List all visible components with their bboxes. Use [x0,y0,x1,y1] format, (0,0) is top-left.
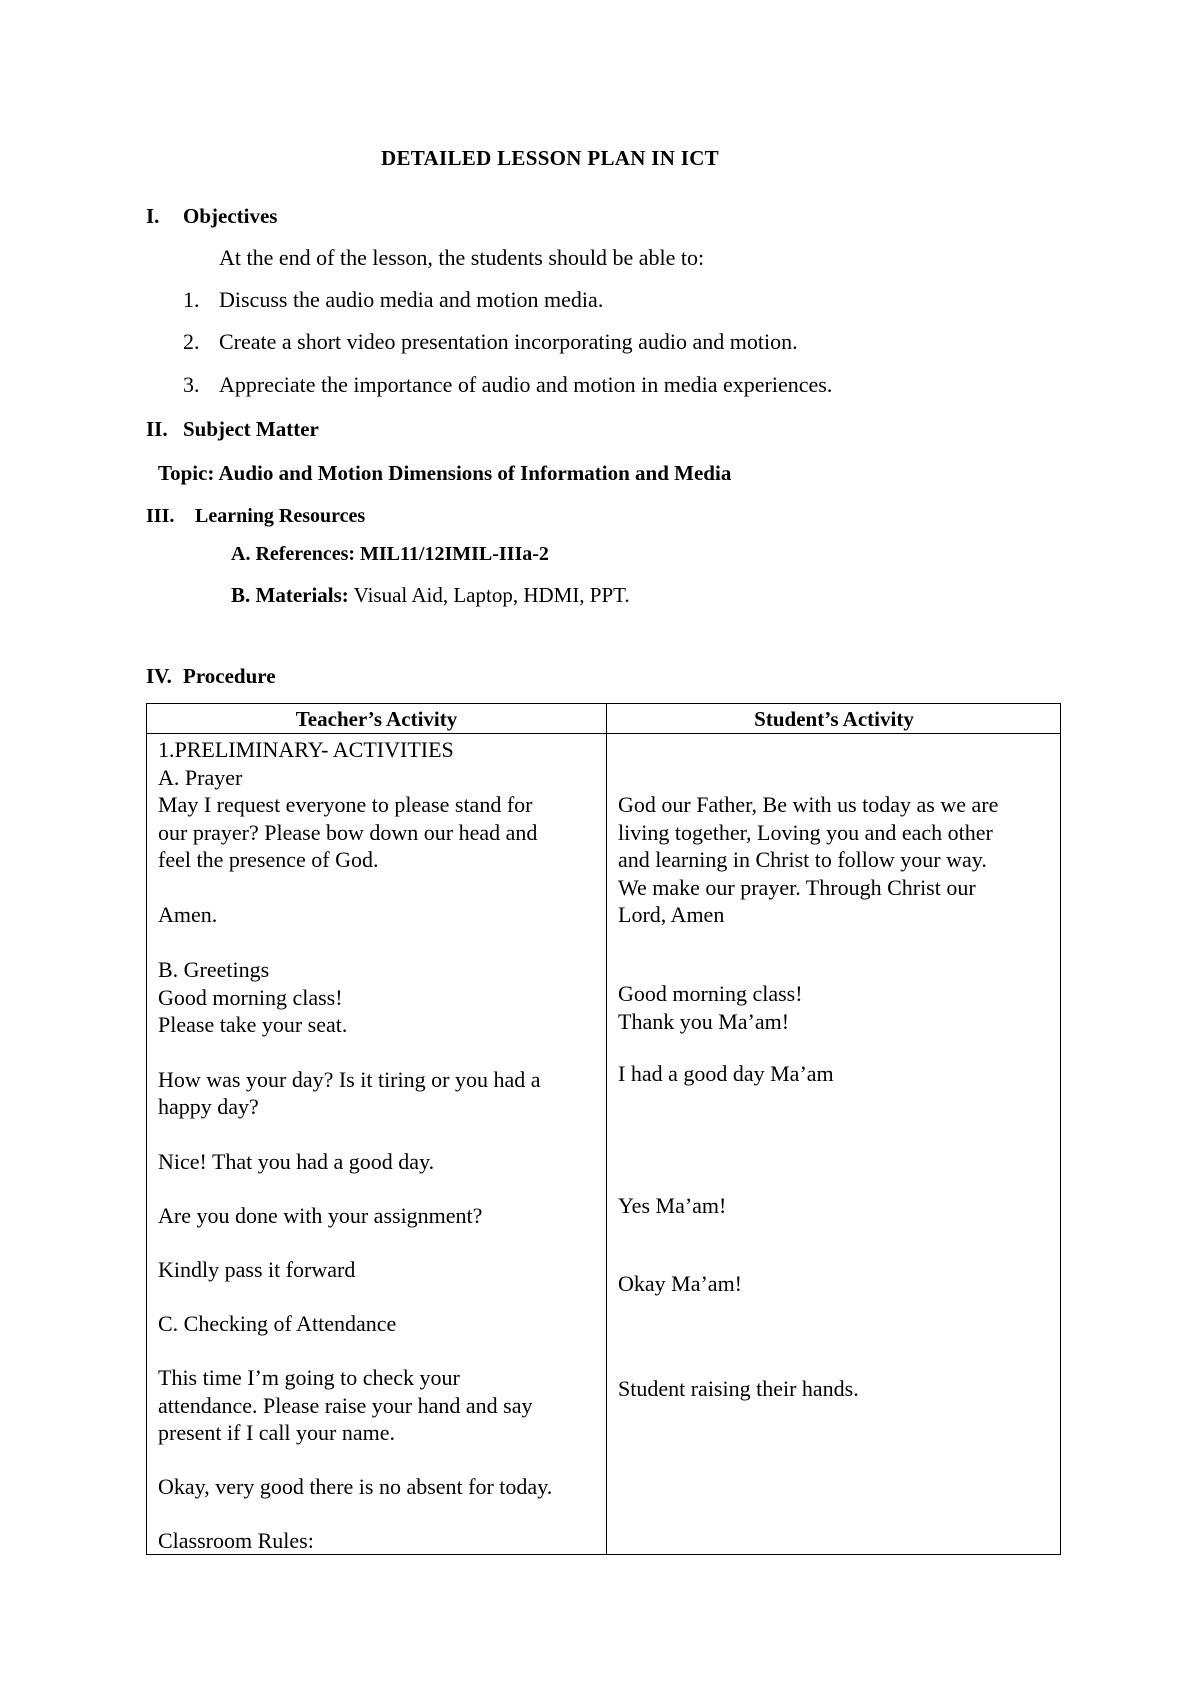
objectives-intro: At the end of the lesson, the students should be able to: [219,245,705,270]
teacher-line: our prayer? Please bow down our head and [158,820,538,845]
materials-line [231,583,630,608]
teacher-line: Amen. [158,902,218,927]
procedure-number: IV. [146,664,172,688]
student-line: Lord, Amen [618,902,725,927]
teacher-line: 1.PRELIMINARY- ACTIVITIES [158,737,454,762]
teacher-line: Nice! That you had a good day. [158,1149,435,1174]
teacher-line: A. Prayer [158,765,243,790]
objective-2-text: Create a short video presentation incorporating audio and motion. [219,329,798,354]
student-line: Yes Ma’am! [618,1193,727,1218]
student-line: Good morning class! [618,981,803,1006]
learning-resources-number: III. [146,505,175,527]
subject-matter-heading: Subject Matter [183,417,319,441]
student-line: living together, Loving you and each other [618,820,993,845]
subject-matter-number: II. [146,417,168,441]
learning-resources-heading: Learning Resources [195,505,366,527]
student-line: Okay Ma’am! [618,1271,743,1296]
teacher-line: present if I call your name. [158,1420,396,1445]
student-line: I had a good day Ma’am [618,1061,834,1086]
table-header-divider [147,733,1060,734]
teacher-line: How was your day? Is it tiring or you had a [158,1067,541,1092]
student-line: We make our prayer. Through Christ our [618,875,976,900]
topic-line: Topic: Audio and Motion Dimensions of Information and Media [158,461,732,485]
student-line: and learning in Christ to follow your way. [618,847,987,872]
teacher-line: Classroom Rules: [158,1528,314,1553]
teacher-line: Good morning class! [158,985,343,1010]
objectives-heading: Objectives [183,204,278,228]
objective-3-text: Appreciate the importance of audio and motion in media experiences. [219,372,833,397]
objectives-number: I. [146,204,160,228]
teacher-line: B. Greetings [158,957,270,982]
procedure-table [146,703,1061,1555]
teacher-activity-header: Teacher’s Activity [295,707,458,731]
objective-1-text: Discuss the audio media and motion media. [219,287,604,312]
table-column-divider [606,704,607,1554]
teacher-line: This time I’m going to check your [158,1365,460,1390]
objective-3-number: 3. [183,372,200,397]
student-line: God our Father, Be with us today as we are [618,792,999,817]
teacher-line: C. Checking of Attendance [158,1311,397,1336]
materials-value: Visual Aid, Laptop, HDMI, PPT. [353,583,630,607]
objective-2-number: 2. [183,329,200,354]
teacher-line: Okay, very good there is no absent for today. [158,1474,553,1499]
materials-label: B. Materials: [231,583,349,607]
student-line: Thank you Ma’am! [618,1009,790,1034]
teacher-line: Kindly pass it forward [158,1257,356,1282]
student-activity-header: Student’s Activity [754,707,914,731]
objective-1-number: 1. [183,287,200,312]
teacher-line: attendance. Please raise your hand and say [158,1393,533,1418]
teacher-line: May I request everyone to please stand for [158,792,533,817]
procedure-heading: Procedure [183,664,276,688]
references-line: A. References: MIL11/12IMIL-IIIa-2 [231,543,549,565]
teacher-line: Please take your seat. [158,1012,348,1037]
teacher-line: feel the presence of God. [158,847,379,872]
document-title: DETAILED LESSON PLAN IN ICT [381,146,719,170]
teacher-line: Are you done with your assignment? [158,1203,483,1228]
teacher-line: happy day? [158,1094,259,1119]
student-line: Student raising their hands. [618,1376,859,1401]
